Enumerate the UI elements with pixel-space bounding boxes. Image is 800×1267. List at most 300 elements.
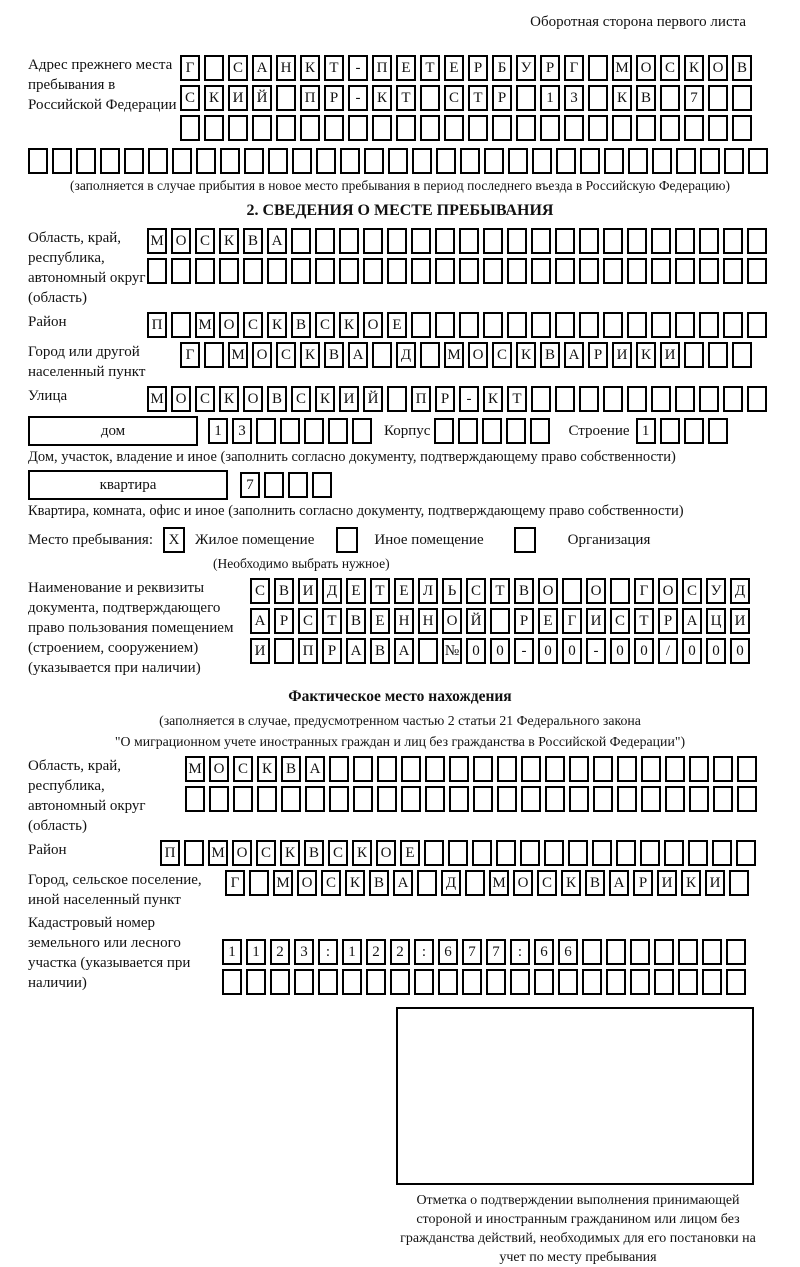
char-box[interactable]: [465, 870, 485, 896]
char-box[interactable]: [708, 115, 728, 141]
char-box[interactable]: Д: [730, 578, 750, 604]
char-box[interactable]: О: [376, 840, 396, 866]
char-box[interactable]: [665, 786, 685, 812]
char-box[interactable]: С: [195, 228, 215, 254]
char-box[interactable]: [353, 756, 373, 782]
char-box[interactable]: [660, 418, 680, 444]
char-box[interactable]: Р: [658, 608, 678, 634]
char-box[interactable]: [364, 148, 384, 174]
char-box[interactable]: Р: [274, 608, 294, 634]
char-box[interactable]: [640, 840, 660, 866]
char-box[interactable]: [737, 756, 757, 782]
char-box[interactable]: С: [180, 85, 200, 111]
char-box[interactable]: С: [466, 578, 486, 604]
char-box[interactable]: В: [732, 55, 752, 81]
char-box[interactable]: 0: [706, 638, 726, 664]
char-box[interactable]: К: [561, 870, 581, 896]
char-box[interactable]: Л: [418, 578, 438, 604]
char-box[interactable]: [411, 258, 431, 284]
char-box[interactable]: С: [291, 386, 311, 412]
char-box[interactable]: А: [564, 342, 584, 368]
char-box[interactable]: [462, 969, 482, 995]
char-box[interactable]: [507, 258, 527, 284]
char-box[interactable]: М: [195, 312, 215, 338]
char-box[interactable]: [579, 258, 599, 284]
char-box[interactable]: [708, 342, 728, 368]
char-box[interactable]: 7: [486, 939, 506, 965]
char-box[interactable]: [411, 312, 431, 338]
char-box[interactable]: [588, 85, 608, 111]
char-box[interactable]: [530, 418, 550, 444]
char-box[interactable]: [425, 786, 445, 812]
char-box[interactable]: [305, 786, 325, 812]
checkbox-inoe[interactable]: [336, 527, 358, 553]
char-box[interactable]: 7: [462, 939, 482, 965]
char-box[interactable]: [748, 148, 768, 174]
char-box[interactable]: [372, 115, 392, 141]
char-box[interactable]: [459, 228, 479, 254]
char-box[interactable]: И: [612, 342, 632, 368]
char-box[interactable]: Г: [225, 870, 245, 896]
char-box[interactable]: Г: [180, 55, 200, 81]
char-box[interactable]: Е: [400, 840, 420, 866]
char-box[interactable]: [257, 786, 277, 812]
char-box[interactable]: Й: [252, 85, 272, 111]
char-box[interactable]: [204, 55, 224, 81]
char-box[interactable]: [604, 148, 624, 174]
char-box[interactable]: М: [147, 386, 167, 412]
char-box[interactable]: А: [267, 228, 287, 254]
char-box[interactable]: [438, 969, 458, 995]
char-box[interactable]: Т: [507, 386, 527, 412]
char-box[interactable]: [737, 786, 757, 812]
char-box[interactable]: [425, 756, 445, 782]
dom-field-box[interactable]: дом: [28, 416, 198, 446]
char-box[interactable]: С: [321, 870, 341, 896]
char-box[interactable]: [520, 840, 540, 866]
char-box[interactable]: [268, 148, 288, 174]
char-box[interactable]: [424, 840, 444, 866]
char-box[interactable]: М: [228, 342, 248, 368]
char-box[interactable]: [204, 342, 224, 368]
char-box[interactable]: Н: [276, 55, 296, 81]
char-box[interactable]: К: [300, 342, 320, 368]
char-box[interactable]: [713, 786, 733, 812]
char-box[interactable]: [276, 115, 296, 141]
char-box[interactable]: [588, 55, 608, 81]
char-box[interactable]: О: [513, 870, 533, 896]
char-box[interactable]: [660, 85, 680, 111]
char-box[interactable]: -: [348, 55, 368, 81]
char-box[interactable]: [448, 840, 468, 866]
char-box[interactable]: [531, 386, 551, 412]
char-box[interactable]: [665, 756, 685, 782]
char-box[interactable]: [723, 228, 743, 254]
char-box[interactable]: В: [585, 870, 605, 896]
char-box[interactable]: [329, 756, 349, 782]
char-box[interactable]: [184, 840, 204, 866]
char-box[interactable]: [372, 342, 392, 368]
char-box[interactable]: О: [171, 386, 191, 412]
char-box[interactable]: 1: [636, 418, 656, 444]
char-box[interactable]: [363, 228, 383, 254]
char-box[interactable]: Г: [634, 578, 654, 604]
char-box[interactable]: :: [414, 939, 434, 965]
char-box[interactable]: [603, 386, 623, 412]
char-box[interactable]: [243, 258, 263, 284]
char-box[interactable]: [675, 228, 695, 254]
char-box[interactable]: [348, 115, 368, 141]
char-box[interactable]: К: [280, 840, 300, 866]
char-box[interactable]: Е: [387, 312, 407, 338]
char-box[interactable]: А: [394, 638, 414, 664]
char-box[interactable]: И: [339, 386, 359, 412]
char-box[interactable]: [276, 85, 296, 111]
char-box[interactable]: О: [538, 578, 558, 604]
char-box[interactable]: [76, 148, 96, 174]
char-box[interactable]: [556, 148, 576, 174]
char-box[interactable]: [652, 148, 672, 174]
char-box[interactable]: К: [516, 342, 536, 368]
char-box[interactable]: [747, 228, 767, 254]
char-box[interactable]: М: [489, 870, 509, 896]
char-box[interactable]: О: [636, 55, 656, 81]
char-box[interactable]: [630, 969, 650, 995]
char-box[interactable]: [401, 786, 421, 812]
char-box[interactable]: И: [228, 85, 248, 111]
char-box[interactable]: [324, 115, 344, 141]
char-box[interactable]: П: [411, 386, 431, 412]
char-box[interactable]: [244, 148, 264, 174]
char-box[interactable]: М: [612, 55, 632, 81]
char-box[interactable]: [270, 969, 290, 995]
char-box[interactable]: [699, 312, 719, 338]
char-box[interactable]: [555, 258, 575, 284]
char-box[interactable]: К: [345, 870, 365, 896]
char-box[interactable]: С: [537, 870, 557, 896]
char-box[interactable]: [219, 258, 239, 284]
char-box[interactable]: [641, 756, 661, 782]
char-box[interactable]: 0: [610, 638, 630, 664]
char-box[interactable]: [482, 418, 502, 444]
char-box[interactable]: [435, 228, 455, 254]
char-box[interactable]: [196, 148, 216, 174]
char-box[interactable]: Т: [396, 85, 416, 111]
char-box[interactable]: [708, 85, 728, 111]
char-box[interactable]: С: [660, 55, 680, 81]
char-box[interactable]: Р: [468, 55, 488, 81]
char-box[interactable]: В: [304, 840, 324, 866]
char-box[interactable]: [264, 472, 284, 498]
char-box[interactable]: 7: [684, 85, 704, 111]
char-box[interactable]: О: [468, 342, 488, 368]
char-box[interactable]: [540, 115, 560, 141]
char-box[interactable]: [569, 786, 589, 812]
char-box[interactable]: 1: [342, 939, 362, 965]
char-box[interactable]: У: [706, 578, 726, 604]
char-box[interactable]: [588, 115, 608, 141]
char-box[interactable]: [172, 148, 192, 174]
char-box[interactable]: В: [267, 386, 287, 412]
char-box[interactable]: С: [610, 608, 630, 634]
char-box[interactable]: 3: [564, 85, 584, 111]
char-box[interactable]: [603, 312, 623, 338]
char-box[interactable]: [124, 148, 144, 174]
char-box[interactable]: [312, 472, 332, 498]
char-box[interactable]: [472, 840, 492, 866]
char-box[interactable]: [628, 148, 648, 174]
char-box[interactable]: С: [243, 312, 263, 338]
char-box[interactable]: О: [586, 578, 606, 604]
char-box[interactable]: П: [300, 85, 320, 111]
char-box[interactable]: [294, 969, 314, 995]
char-box[interactable]: [412, 148, 432, 174]
char-box[interactable]: К: [219, 386, 239, 412]
char-box[interactable]: [732, 115, 752, 141]
char-box[interactable]: [459, 258, 479, 284]
char-box[interactable]: [180, 115, 200, 141]
char-box[interactable]: [651, 312, 671, 338]
char-box[interactable]: Н: [418, 608, 438, 634]
char-box[interactable]: [449, 756, 469, 782]
char-box[interactable]: -: [514, 638, 534, 664]
char-box[interactable]: К: [219, 228, 239, 254]
char-box[interactable]: [315, 228, 335, 254]
char-box[interactable]: С: [233, 756, 253, 782]
char-box[interactable]: [689, 786, 709, 812]
char-box[interactable]: [660, 115, 680, 141]
char-box[interactable]: [617, 756, 637, 782]
char-box[interactable]: [449, 786, 469, 812]
char-box[interactable]: [195, 258, 215, 284]
char-box[interactable]: :: [318, 939, 338, 965]
char-box[interactable]: [414, 969, 434, 995]
char-box[interactable]: И: [586, 608, 606, 634]
char-box[interactable]: [641, 786, 661, 812]
char-box[interactable]: [531, 258, 551, 284]
char-box[interactable]: А: [682, 608, 702, 634]
char-box[interactable]: [723, 312, 743, 338]
char-box[interactable]: Б: [492, 55, 512, 81]
kvartira-field-box[interactable]: квартира: [28, 470, 228, 500]
char-box[interactable]: Д: [322, 578, 342, 604]
char-box[interactable]: О: [219, 312, 239, 338]
char-box[interactable]: [328, 418, 348, 444]
char-box[interactable]: 6: [534, 939, 554, 965]
char-box[interactable]: [377, 756, 397, 782]
char-box[interactable]: А: [250, 608, 270, 634]
char-box[interactable]: [676, 148, 696, 174]
char-box[interactable]: [377, 786, 397, 812]
char-box[interactable]: [568, 840, 588, 866]
char-box[interactable]: [300, 115, 320, 141]
char-box[interactable]: [732, 342, 752, 368]
char-box[interactable]: [630, 939, 650, 965]
char-box[interactable]: Ц: [706, 608, 726, 634]
char-box[interactable]: [436, 148, 456, 174]
char-box[interactable]: [747, 312, 767, 338]
char-box[interactable]: [420, 85, 440, 111]
char-box[interactable]: К: [300, 55, 320, 81]
char-box[interactable]: Т: [420, 55, 440, 81]
char-box[interactable]: И: [730, 608, 750, 634]
char-box[interactable]: [606, 939, 626, 965]
char-box[interactable]: №: [442, 638, 462, 664]
char-box[interactable]: Р: [633, 870, 653, 896]
char-box[interactable]: М: [208, 840, 228, 866]
char-box[interactable]: [267, 258, 287, 284]
char-box[interactable]: [339, 258, 359, 284]
char-box[interactable]: О: [442, 608, 462, 634]
char-box[interactable]: [732, 85, 752, 111]
char-box[interactable]: [249, 870, 269, 896]
char-box[interactable]: [497, 786, 517, 812]
char-box[interactable]: 0: [634, 638, 654, 664]
char-box[interactable]: [603, 228, 623, 254]
char-box[interactable]: О: [209, 756, 229, 782]
char-box[interactable]: [281, 786, 301, 812]
char-box[interactable]: [256, 418, 276, 444]
char-box[interactable]: [396, 115, 416, 141]
char-box[interactable]: [699, 258, 719, 284]
char-box[interactable]: [171, 312, 191, 338]
char-box[interactable]: Г: [180, 342, 200, 368]
char-box[interactable]: [291, 228, 311, 254]
char-box[interactable]: [507, 228, 527, 254]
char-box[interactable]: [532, 148, 552, 174]
char-box[interactable]: [684, 342, 704, 368]
char-box[interactable]: [486, 969, 506, 995]
char-box[interactable]: [444, 115, 464, 141]
char-box[interactable]: С: [315, 312, 335, 338]
char-box[interactable]: [684, 418, 704, 444]
char-box[interactable]: К: [352, 840, 372, 866]
char-box[interactable]: С: [444, 85, 464, 111]
char-box[interactable]: [516, 85, 536, 111]
char-box[interactable]: [233, 786, 253, 812]
char-box[interactable]: Р: [322, 638, 342, 664]
char-box[interactable]: [274, 638, 294, 664]
char-box[interactable]: [496, 840, 516, 866]
char-box[interactable]: [688, 840, 708, 866]
char-box[interactable]: В: [636, 85, 656, 111]
char-box[interactable]: [699, 386, 719, 412]
char-box[interactable]: [610, 578, 630, 604]
char-box[interactable]: С: [256, 840, 276, 866]
char-box[interactable]: А: [305, 756, 325, 782]
char-box[interactable]: 0: [490, 638, 510, 664]
char-box[interactable]: 6: [558, 939, 578, 965]
char-box[interactable]: А: [393, 870, 413, 896]
char-box[interactable]: Т: [634, 608, 654, 634]
char-box[interactable]: Г: [562, 608, 582, 634]
char-box[interactable]: [483, 228, 503, 254]
char-box[interactable]: И: [250, 638, 270, 664]
char-box[interactable]: [390, 969, 410, 995]
char-box[interactable]: [579, 228, 599, 254]
char-box[interactable]: [411, 228, 431, 254]
char-box[interactable]: 3: [232, 418, 252, 444]
char-box[interactable]: 0: [682, 638, 702, 664]
char-box[interactable]: [521, 756, 541, 782]
char-box[interactable]: [606, 969, 626, 995]
char-box[interactable]: [204, 115, 224, 141]
char-box[interactable]: К: [204, 85, 224, 111]
char-box[interactable]: О: [232, 840, 252, 866]
char-box[interactable]: [700, 148, 720, 174]
char-box[interactable]: [555, 386, 575, 412]
char-box[interactable]: [387, 228, 407, 254]
char-box[interactable]: [531, 312, 551, 338]
char-box[interactable]: М: [147, 228, 167, 254]
char-box[interactable]: [545, 756, 565, 782]
char-box[interactable]: :: [510, 939, 530, 965]
char-box[interactable]: [562, 578, 582, 604]
char-box[interactable]: [228, 115, 248, 141]
char-box[interactable]: П: [298, 638, 318, 664]
char-box[interactable]: [580, 148, 600, 174]
char-box[interactable]: [222, 969, 242, 995]
char-box[interactable]: К: [684, 55, 704, 81]
char-box[interactable]: [490, 608, 510, 634]
char-box[interactable]: [582, 969, 602, 995]
char-box[interactable]: О: [297, 870, 317, 896]
char-box[interactable]: [316, 148, 336, 174]
char-box[interactable]: [593, 786, 613, 812]
char-box[interactable]: [555, 228, 575, 254]
char-box[interactable]: А: [609, 870, 629, 896]
char-box[interactable]: [723, 258, 743, 284]
char-box[interactable]: [675, 258, 695, 284]
char-box[interactable]: [747, 386, 767, 412]
char-box[interactable]: [483, 312, 503, 338]
char-box[interactable]: С: [492, 342, 512, 368]
char-box[interactable]: [484, 148, 504, 174]
char-box[interactable]: В: [514, 578, 534, 604]
char-box[interactable]: О: [708, 55, 728, 81]
char-box[interactable]: [569, 756, 589, 782]
char-box[interactable]: [288, 472, 308, 498]
char-box[interactable]: 1: [540, 85, 560, 111]
char-box[interactable]: К: [267, 312, 287, 338]
char-box[interactable]: [148, 148, 168, 174]
char-box[interactable]: [636, 115, 656, 141]
char-box[interactable]: Й: [363, 386, 383, 412]
char-box[interactable]: 0: [562, 638, 582, 664]
char-box[interactable]: [342, 969, 362, 995]
char-box[interactable]: [582, 939, 602, 965]
char-box[interactable]: Р: [324, 85, 344, 111]
char-box[interactable]: Н: [394, 608, 414, 634]
char-box[interactable]: /: [658, 638, 678, 664]
char-box[interactable]: В: [324, 342, 344, 368]
char-box[interactable]: [627, 386, 647, 412]
char-box[interactable]: П: [160, 840, 180, 866]
char-box[interactable]: [473, 786, 493, 812]
char-box[interactable]: [531, 228, 551, 254]
char-box[interactable]: У: [516, 55, 536, 81]
char-box[interactable]: -: [459, 386, 479, 412]
char-box[interactable]: К: [372, 85, 392, 111]
char-box[interactable]: -: [348, 85, 368, 111]
char-box[interactable]: [729, 870, 749, 896]
char-box[interactable]: [603, 258, 623, 284]
char-box[interactable]: К: [636, 342, 656, 368]
char-box[interactable]: [366, 969, 386, 995]
char-box[interactable]: Е: [370, 608, 390, 634]
char-box[interactable]: [675, 386, 695, 412]
char-box[interactable]: П: [147, 312, 167, 338]
